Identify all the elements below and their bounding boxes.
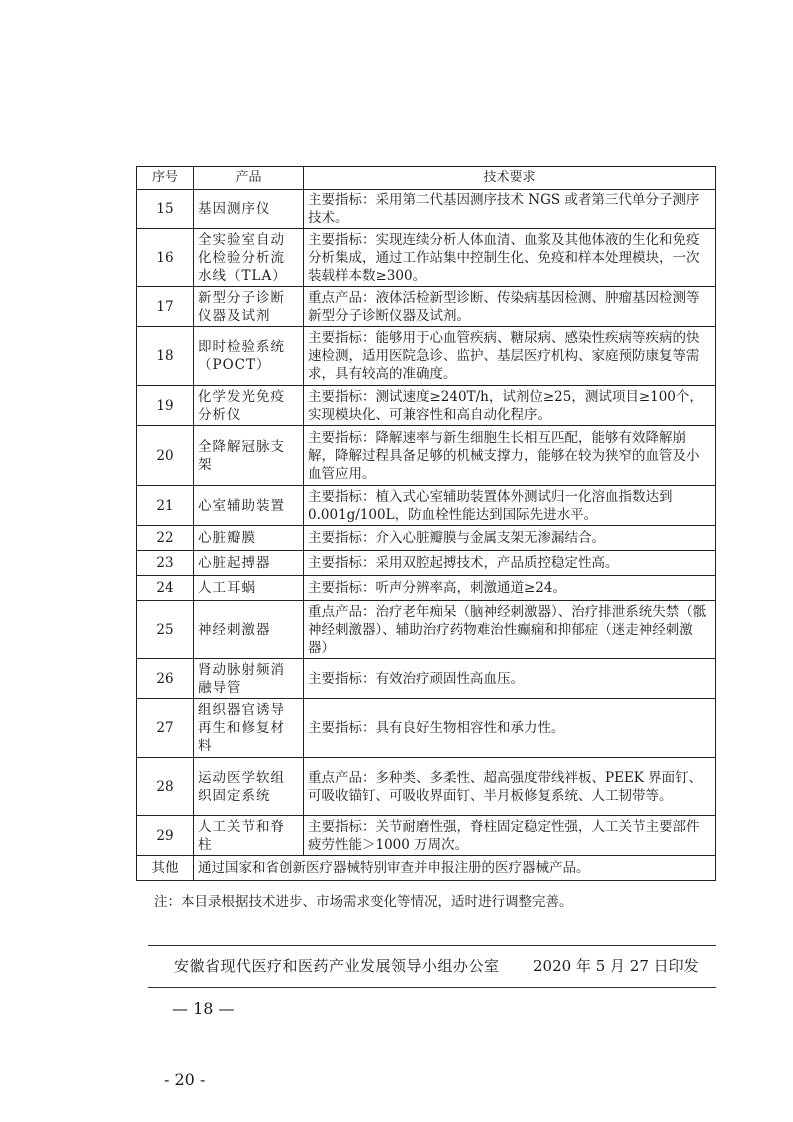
row-number: 21 [137, 486, 194, 526]
row-product: 神经刺激器 [194, 601, 304, 659]
row-number: 29 [137, 816, 194, 856]
table-row [137, 486, 716, 526]
row-number: 24 [137, 576, 194, 601]
row-requirement: 主要指标：关节耐磨性强，脊柱固定稳定性强，人工关节主要部件疲劳性能＞1000 万周次。 [304, 816, 716, 856]
row-product: 全降解冠脉支架 [194, 426, 304, 486]
table-row-other [137, 856, 716, 881]
row-product: 心脏瓣膜 [194, 526, 304, 551]
row-requirement: 重点产品：多种类、多柔性、超高强度带线袢板、PEEK 界面钉、可吸收锚钉、可吸收界面钉、半月板修复系统、人工韧带等。 [304, 758, 716, 816]
table-row [137, 816, 716, 856]
header-product: 产品 [194, 167, 304, 190]
row-product: 组织器官诱导再生和修复材料 [194, 699, 304, 758]
row-number: 22 [137, 526, 194, 551]
row-number: 15 [137, 190, 194, 229]
row-product: 全实验室自动化检验分析流水线（TLA） [194, 229, 304, 287]
table-row [137, 659, 716, 699]
row-number: 20 [137, 426, 194, 486]
row-other-text: 通过国家和省创新医疗器械特别审查并申报注册的医疗器械产品。 [194, 856, 716, 881]
row-requirement: 主要指标：实现连续分析人体血清、血浆及其他体液的生化和免疫分析集成，通过工作站集中控制生化、免疫和样本处理模块，一次装载样本数≥300。 [304, 229, 716, 287]
row-product: 化学发光免疫分析仪 [194, 386, 304, 426]
row-number: 25 [137, 601, 194, 659]
table-row [137, 526, 716, 551]
table-row [137, 601, 716, 659]
table-row [137, 327, 716, 386]
table-row [137, 386, 716, 426]
row-product: 心室辅助装置 [194, 486, 304, 526]
row-product: 基因测序仪 [194, 190, 304, 229]
footer-top-rule [148, 945, 716, 946]
row-other-label: 其他 [137, 856, 194, 881]
footer-bottom-rule [148, 987, 716, 988]
row-product: 人工关节和脊柱 [194, 816, 304, 856]
row-requirement: 主要指标：测试速度≥240T/h，试剂位≥25，测试项目≥100个，实现模块化、可兼容性和高自动化程序。 [304, 386, 716, 426]
row-number: 16 [137, 229, 194, 287]
row-product: 心脏起搏器 [194, 551, 304, 576]
issuing-office: 安徽省现代医疗和医药产业发展领导小组办公室 [174, 957, 500, 975]
row-number: 26 [137, 659, 194, 699]
table-row [137, 551, 716, 576]
row-requirement: 主要指标：具有良好生物相容性和承力性。 [304, 699, 716, 758]
header-serial: 序号 [137, 167, 194, 190]
row-number: 27 [137, 699, 194, 758]
header-requirement: 技术要求 [304, 167, 716, 190]
table-row [137, 426, 716, 486]
table-row [137, 229, 716, 287]
table-row [137, 287, 716, 327]
row-requirement: 主要指标：能够用于心血管疾病、糖尿病、感染性疾病等疾病的快速检测，适用医院急诊、监护、基层医疗机构、家庭预防康复等需求，具有较高的准确度。 [304, 327, 716, 386]
row-number: 17 [137, 287, 194, 327]
row-number: 28 [137, 758, 194, 816]
row-requirement: 主要指标：听声分辨率高，刺激通道≥24。 [304, 576, 716, 601]
table-row [137, 190, 716, 229]
row-product: 即时检验系统（POCT） [194, 327, 304, 386]
row-number: 23 [137, 551, 194, 576]
row-requirement: 重点产品：治疗老年痴呆（脑神经刺激器）、治疗排泄系统失禁（骶神经刺激器）、辅助治疗药物难治性癫痫和抑郁症（迷走神经刺激器） [304, 601, 716, 659]
row-product: 新型分子诊断仪器及试剂 [194, 287, 304, 327]
page-number-outer: - 20 - [164, 1070, 206, 1089]
table-header-row [137, 167, 716, 190]
row-requirement: 主要指标：有效治疗顽固性高血压。 [304, 659, 716, 699]
row-number: 19 [137, 386, 194, 426]
catalog-table [136, 166, 716, 881]
page-number-inner: — 18 — [172, 999, 235, 1018]
row-requirement: 重点产品：液体活检新型诊断、传染病基因检测、肿瘤基因检测等新型分子诊断仪器及试剂。 [304, 287, 716, 327]
row-number: 18 [137, 327, 194, 386]
row-product: 肾动脉射频消融导管 [194, 659, 304, 699]
table-row [137, 758, 716, 816]
row-requirement: 主要指标：植入式心室辅助装置体外测试归一化溶血指数达到 0.001g/100L，防血栓性能达到国际先进水平。 [304, 486, 716, 526]
row-requirement: 主要指标：采用双腔起搏技术，产品质控稳定性高。 [304, 551, 716, 576]
row-requirement: 主要指标：降解速率与新生细胞生长相互匹配，能够有效降解崩解，降解过程具备足够的机械支撑力，能够在较为狭窄的血管及小血管应用。 [304, 426, 716, 486]
row-requirement: 主要指标：采用第二代基因测序技术 NGS 或者第三代单分子测序技术。 [304, 190, 716, 229]
issue-date: 2020 年 5 月 27 日印发 [533, 957, 699, 975]
row-product: 运动医学软组织固定系统 [194, 758, 304, 816]
table-note: 注：本目录根据技术进步、市场需求变化等情况，适时进行调整完善。 [154, 894, 573, 910]
row-product: 人工耳蜗 [194, 576, 304, 601]
table-row [137, 576, 716, 601]
table-row [137, 699, 716, 758]
row-requirement: 主要指标：介入心脏瓣膜与金属支架无渗漏结合。 [304, 526, 716, 551]
